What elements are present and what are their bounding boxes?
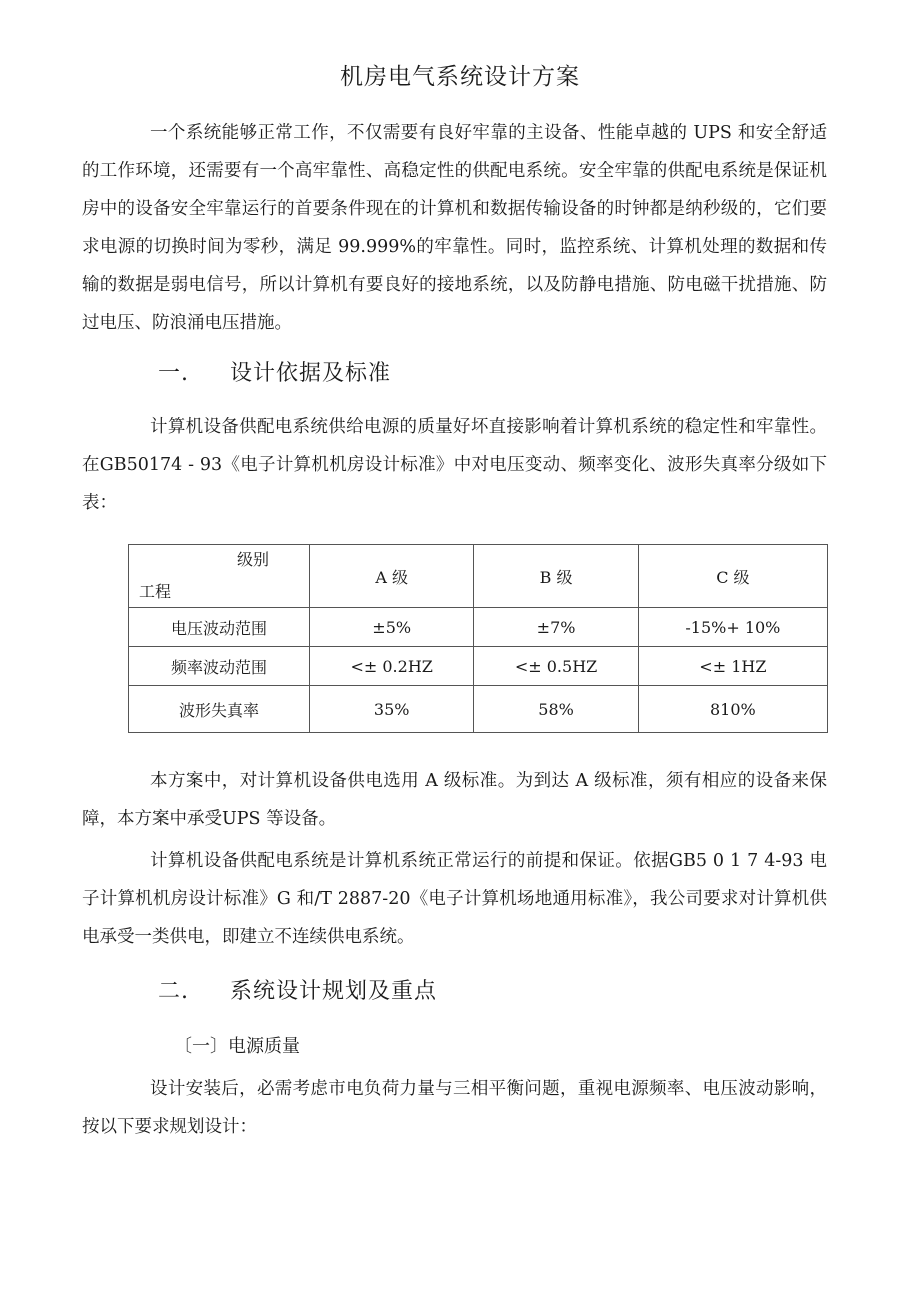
column-header: B 级 xyxy=(474,545,638,608)
table-cell: 810% xyxy=(638,686,827,733)
table-cell: ±5% xyxy=(310,608,474,647)
table-cell: 35% xyxy=(310,686,474,733)
table-row xyxy=(129,608,828,647)
section-title-2: 系统设计规划及重点 xyxy=(230,979,438,1004)
table-row xyxy=(129,647,828,686)
column-header: A 级 xyxy=(310,545,474,608)
table-cell: -15%+ 10% xyxy=(638,608,827,647)
table-row xyxy=(129,686,828,733)
document-title: 机房电气系统设计方案 xyxy=(340,64,580,90)
supply-paragraph: 计算机设备供配电系统是计算机系统正常运行的前提和保证。依据GB5 0 1 7 4-93 电子计算机机房设计标准》G 和/T 2887-20《电子计算机场地通用标准》，我公司要求对计算机供电承受一类供电，即建立不连续供电系统。 xyxy=(82,851,827,947)
section-title-1: 设计依据及标准 xyxy=(230,361,392,386)
table-cell: ±7% xyxy=(474,608,638,647)
subsection-heading-power-quality: 〔一〕电源质量 xyxy=(174,1036,300,1057)
corner-label-item: 工程 xyxy=(139,582,172,601)
table-cell: <± 1HZ xyxy=(638,647,827,686)
power-quality-paragraph: 设计安装后，必需考虑市电负荷力量与三相平衡问题，重视电源频率、电压波动影响，按以下要求规划设计： xyxy=(82,1079,827,1137)
corner-label-grade: 级别 xyxy=(237,550,270,569)
section-number-2: 二. xyxy=(158,979,189,1004)
section-number-1: 一. xyxy=(158,361,189,386)
table-cell: 58% xyxy=(474,686,638,733)
table-cell: <± 0.5HZ xyxy=(474,647,638,686)
row-label: 波形失真率 xyxy=(129,686,310,733)
intro-paragraph: 一个系统能够正常工作，不仅需要有良好牢靠的主设备、性能卓越的 UPS 和安全舒适的工作环境，还需要有一个高牢靠性、高稳定性的供配电系统。安全牢靠的供配电系统是保证机房中的设备安全牢靠运行的首要条件现在的计算机和数据传输设备的时钟都是纳秒级的，它们要求电源的切换时间为零秒，满足 99.999%的牢靠性。同时，监控系统、计算机处理的数据和传输的数据是弱电信号，所以计算机有要良好的接地系统，以及防静电措施、防电磁干扰措施、防过电压、防浪涌电压措施。 xyxy=(82,123,827,333)
row-label: 频率波动范围 xyxy=(129,647,310,686)
column-header: C 级 xyxy=(638,545,827,608)
standard-paragraph: 计算机设备供配电系统供给电源的质量好坏直接影响着计算机系统的稳定性和牢靠性。在GB50174 - 93《电子计算机机房设计标准》中对电压变动、频率变化、波形失真率分级如下表： xyxy=(82,417,827,513)
table-header-row xyxy=(129,545,828,608)
table-cell: <± 0.2HZ xyxy=(310,647,474,686)
grade-choice-paragraph: 本方案中，对计算机设备供电选用 A 级标准。为到达 A 级标准，须有相应的设备来保障，本方案中承受UPS 等设备。 xyxy=(82,771,827,829)
power-grade-table xyxy=(128,544,828,733)
table-corner-cell xyxy=(129,545,310,608)
row-label: 电压波动范围 xyxy=(129,608,310,647)
